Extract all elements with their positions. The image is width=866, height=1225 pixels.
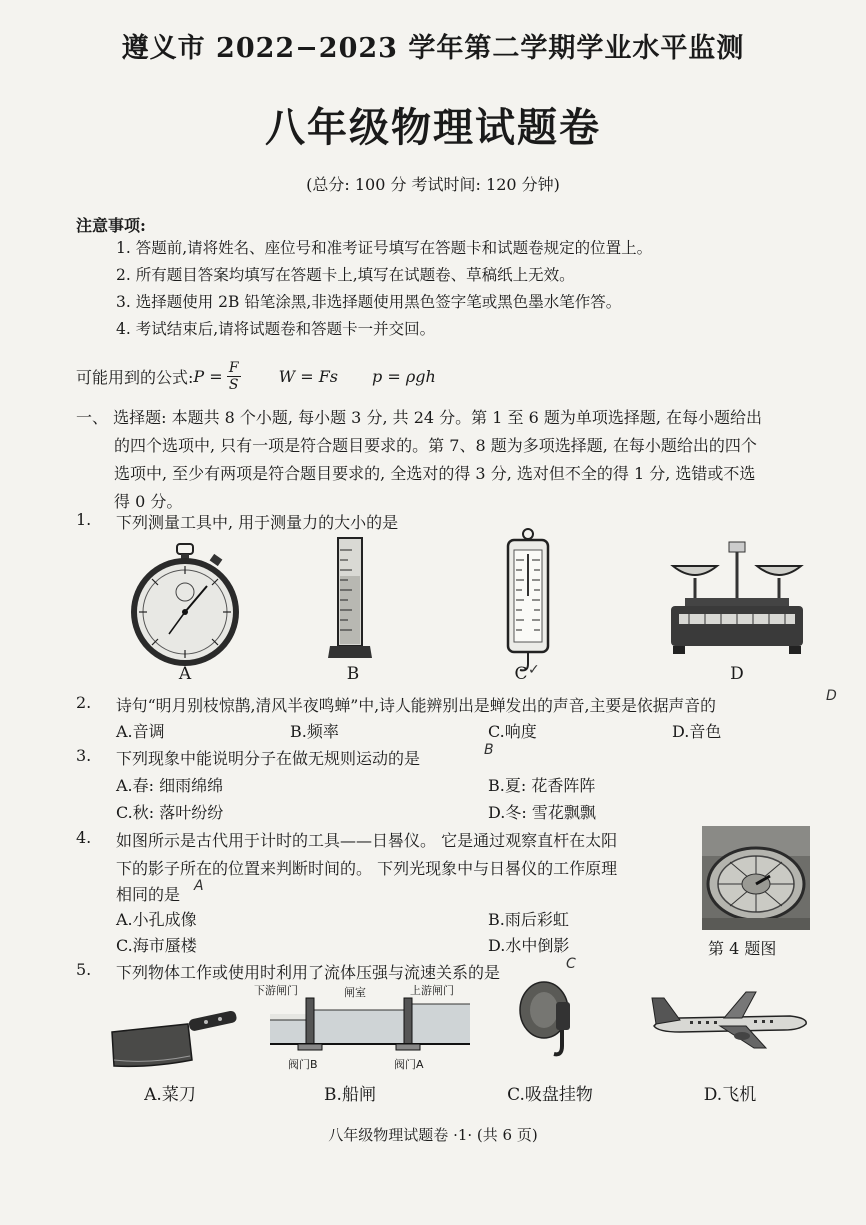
option-c: C.秋: 落叶纷纷 [116, 803, 224, 822]
question-text: 如图所示是古代用于计时的工具——日晷仪。 它是通过观察直杆在太阳 [116, 831, 618, 850]
question-number: 2. [76, 693, 92, 712]
option-a: A.小孔成像 [116, 910, 197, 929]
fraction-numerator: F [228, 360, 239, 376]
question-number: 4. [76, 828, 92, 847]
section-instructions [76, 404, 836, 516]
spring-scale-icon [498, 526, 558, 676]
lock-label-upstream-gate: 上游闸门 [410, 984, 454, 997]
section-line: 的四个选项中, 只有一项是符合题目要求的。第 7、8 题为多项选择题, 在每小题给出的四个 [114, 436, 757, 455]
lock-label-chamber: 闸室 [344, 986, 366, 999]
section-line: 选项中, 至少有两项是符合题目要求的, 全选对的得 3 分, 选对但不全的得 1 分, 选错或不选 [114, 464, 756, 483]
option-b: B.频率 [290, 722, 339, 741]
formula-fraction [227, 360, 241, 393]
lock-label-valve-a: 阀门A [394, 1058, 424, 1071]
page-footer: 八年级物理试题卷 ·1· (共 6 页) [328, 1126, 538, 1144]
option-label-a: A [178, 664, 192, 684]
option-b: B.雨后彩虹 [488, 910, 569, 929]
option-d: D.水中倒影 [488, 936, 570, 955]
note-item: 1. 答题前,请将姓名、座位号和准考证号填写在答题卡和试题卷规定的位置上。 [116, 239, 653, 257]
section-line: 得 0 分。 [114, 492, 183, 511]
question-text: 下列现象中能说明分子在做无规则运动的是 [116, 749, 421, 768]
handwritten-answer-mark: B [484, 742, 494, 758]
exam-info: (总分: 100 分 考试时间: 120 分钟) [306, 175, 560, 194]
lock-label-downstream-gate: 下游闸门 [254, 984, 298, 997]
measuring-cylinder-icon [326, 536, 376, 660]
question-text: 相同的是 [116, 885, 181, 904]
formula-line [76, 360, 436, 393]
sundial-image [702, 826, 810, 930]
kitchen-knife-icon [110, 1010, 240, 1070]
section-line: 一、 选择题: 本题共 8 个小题, 每小题 3 分, 共 24 分。第 1 至 6 题为单项选择题, 在每小题给出 [76, 408, 763, 427]
lock-label-valve-b: 阀门B [288, 1058, 318, 1071]
exam-paper-title: 八年级物理试题卷 [265, 104, 601, 151]
balance-scale-icon [665, 540, 810, 660]
handwritten-check-mark: ✓ [528, 662, 540, 678]
option-label-d: D [730, 664, 744, 684]
notes-heading: 注意事项: [76, 216, 146, 235]
suction-cup-hook-icon [516, 980, 580, 1064]
figure-caption: 第 4 题图 [708, 939, 777, 958]
question-number: 5. [76, 960, 92, 979]
formula-liquid-pressure: p = ρgh [372, 367, 436, 386]
option-b: B.夏: 花香阵阵 [488, 776, 596, 795]
formula-work: W = Fs [278, 367, 339, 386]
option-a: A.菜刀 [144, 1085, 196, 1105]
option-c: C.海市蜃楼 [116, 936, 197, 955]
option-label-c: C [514, 664, 528, 684]
handwritten-answer-mark: D [826, 688, 837, 704]
handwritten-answer-mark: C [566, 956, 576, 972]
option-c: C.响度 [488, 722, 537, 741]
note-item: 2. 所有题目答案均填写在答题卡上,填写在试题卷、草稿纸上无效。 [116, 266, 575, 284]
handwritten-answer-mark: A [194, 878, 204, 894]
option-c: C.吸盘挂物 [507, 1085, 593, 1105]
option-b: B.船闸 [324, 1085, 376, 1105]
formula-pressure-lhs: P = [193, 367, 223, 386]
stopwatch-icon [125, 542, 245, 667]
option-d: D.音色 [672, 722, 722, 741]
option-label-b: B [346, 664, 360, 684]
question-text: 下列物体工作或使用时利用了流体压强与流速关系的是 [116, 963, 501, 982]
question-number: 1. [76, 510, 92, 529]
option-d: D.冬: 雪花飘飘 [488, 803, 596, 822]
question-text: 诗句“明月别枝惊鹊,清风半夜鸣蝉”中,诗人能辨别出是蝉发出的声音,主要是依据声音的 [116, 696, 716, 715]
note-item: 4. 考试结束后,请将试题卷和答题卡一并交回。 [116, 320, 436, 338]
option-a: A.春: 细雨绵绵 [116, 776, 224, 795]
exam-region-title: 遵义市 2022−2023 学年第二学期学业水平监测 [121, 33, 745, 64]
question-text: 下的影子所在的位置来判断时间的。 下列光现象中与日晷仪的工作原理 [116, 859, 618, 878]
formula-prefix: 可能用到的公式: [76, 368, 194, 387]
airplane-icon [650, 986, 810, 1052]
note-item: 3. 选择题使用 2B 铅笔涂黑,非选择题使用黑色签字笔或黑色墨水笔作答。 [116, 293, 622, 311]
option-d: D.飞机 [703, 1085, 757, 1105]
fraction-denominator: S [228, 377, 239, 393]
option-a: A.音调 [116, 722, 165, 741]
question-number: 3. [76, 746, 92, 765]
question-text: 下列测量工具中, 用于测量力的大小的是 [116, 513, 399, 532]
